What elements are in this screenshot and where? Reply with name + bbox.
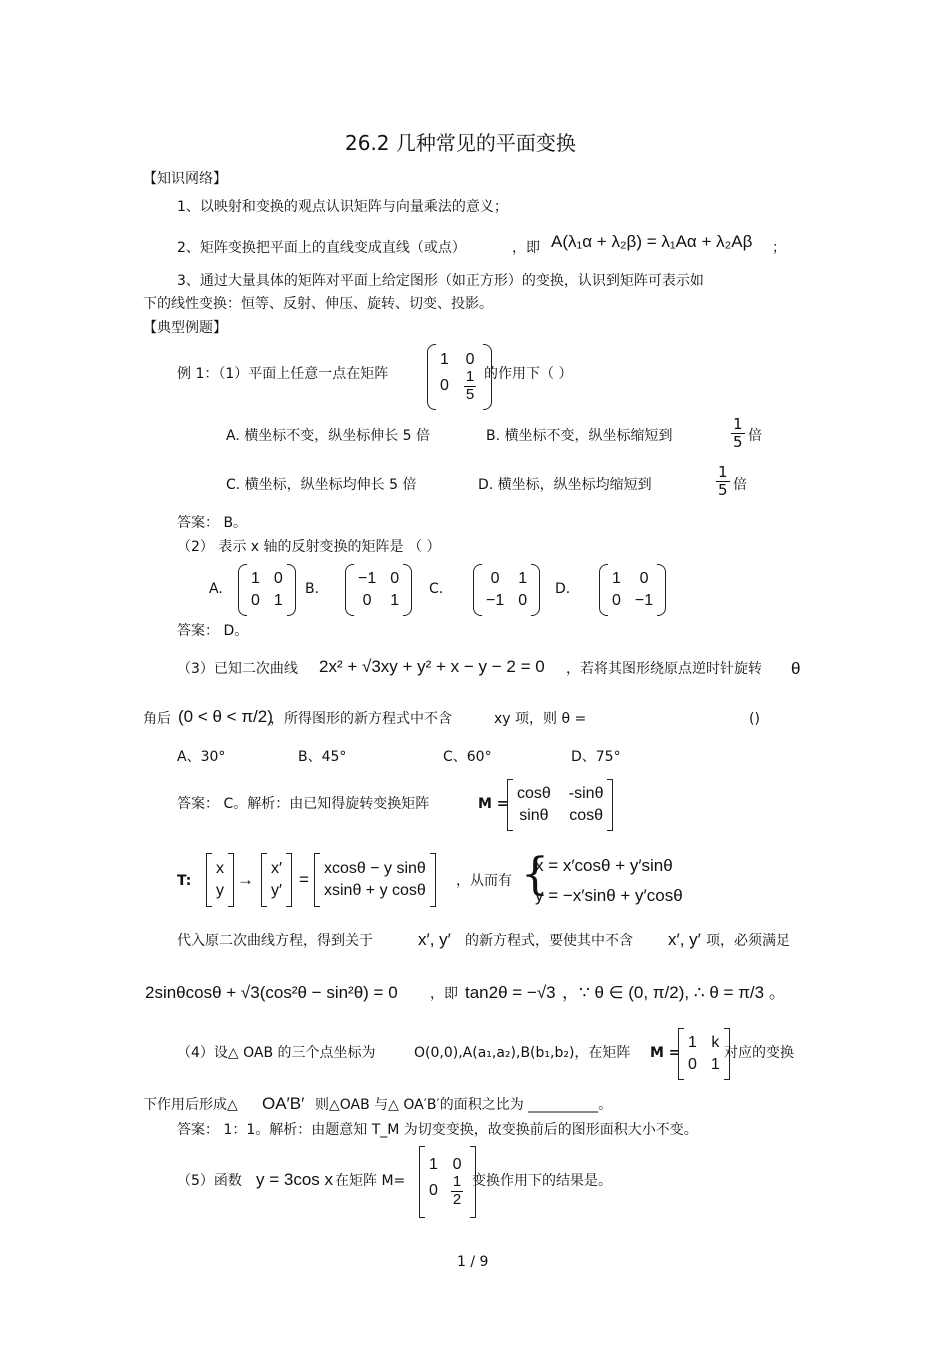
transform-input-vector: x y: [206, 853, 234, 907]
substitution-text: 代入原二次曲线方程，得到关于: [177, 933, 373, 949]
transform-output-vector: x′ y′: [261, 853, 292, 907]
ex2-stem: （2） 表示 x 轴的反射变换的矩阵是 （ ）: [177, 539, 441, 555]
ex5-mid: 在矩阵 M=: [335, 1173, 406, 1189]
page-number: 1 / 9: [457, 1254, 489, 1270]
knowledge-item-2-end: ；: [772, 240, 786, 256]
ex3-blank: (): [749, 711, 760, 727]
ex3-stem-tail: ，若将其图形绕原点逆时针旋转: [566, 661, 762, 677]
answer-1: 答案： B。: [177, 515, 248, 531]
ex1-m22-den: 5: [465, 385, 475, 403]
knowledge-item-3a: 3、通过大量具体的矩阵对平面上给定图形（如正方形）的变换，认识到矩阵可表示如: [177, 273, 704, 289]
page-title: 26.2 几种常见的平面变换: [345, 131, 576, 155]
shear-matrix: 1 k 0 1: [678, 1028, 730, 1080]
ex3-stem: （3）已知二次曲线: [177, 661, 298, 677]
knowledge-item-2: 2、矩阵变换把平面上的直线变成直线（或点）: [177, 240, 466, 256]
ex1-option-b: B. 横坐标不变，纵坐标缩短到: [486, 428, 673, 444]
ex5-function: y = 3cos x: [256, 1170, 334, 1189]
answer-3: 答案： C。解析：由已知得旋转变换矩阵: [177, 796, 430, 812]
rotation-matrix: cosθ -sinθ sinθ cosθ: [507, 779, 613, 831]
condition-ji: ，即: [430, 986, 458, 1002]
answer-2: 答案： D。: [177, 623, 249, 639]
ex2-label-a: A.: [209, 581, 223, 597]
ex1-stem: 例 1：（1）平面上任意一点在矩阵: [177, 366, 389, 382]
ex2-label-c: C.: [429, 581, 444, 597]
ex2-matrix-b: −1 0 0 1: [345, 564, 412, 616]
ex3-option-b: B、45°: [298, 749, 347, 765]
ex1-m11: 1: [440, 351, 449, 368]
ex1-option-b-frac: $\frac{1}{5}$: [733, 415, 743, 451]
transform-from: ，从而有: [456, 873, 512, 889]
tan-equation: tan2θ = −√3: [465, 983, 556, 1002]
ex2-label-b: B.: [305, 581, 320, 597]
ex3-option-d: D、75°: [571, 749, 621, 765]
ex1-option-c: C. 横坐标，纵坐标均伸长 5 倍: [226, 477, 417, 493]
ex4-points: O(0,0),A(a₁,a₂),B(b₁,b₂)，在矩阵: [414, 1045, 631, 1061]
ex2-matrix-d: 1 0 0 −1: [599, 564, 666, 616]
substitution-text-b: 的新方程式，要使其中不含: [465, 933, 633, 949]
substitution-vars-1: x′, y′: [418, 930, 451, 949]
ex1-option-d: D. 横坐标，纵坐标均缩短到: [478, 477, 652, 493]
transform-label: T:: [177, 873, 192, 889]
ex1-option-d-bei: 倍: [733, 477, 747, 493]
ex4-stem-tail: 对应的变换: [724, 1045, 794, 1061]
ex3-xy: xy 项，则 θ =: [494, 711, 587, 727]
knowledge-item-2-ji: ，即: [512, 240, 540, 256]
ex1-option-b-bei: 倍: [748, 428, 762, 444]
system-eq-1: x = x′cosθ + y′sinθ: [535, 856, 673, 875]
system-brace: {: [521, 849, 549, 900]
answer-4: 答案： 1：1。解析：由题意知 T_M 为切变变换，故变换前后的图形面积大小不变。: [177, 1122, 698, 1138]
ex1-option-a: A. 横坐标不变，纵坐标伸长 5 倍: [226, 428, 431, 444]
ex3-line2: 角后: [143, 711, 171, 727]
ex2-matrix-a: 1 0 0 1: [238, 564, 296, 616]
ex4-stem: （4）设△ OAB 的三个点坐标为: [177, 1045, 376, 1061]
ex4-image-triangle: OA′B′: [262, 1094, 305, 1113]
ex3-option-a: A、30°: [177, 749, 226, 765]
ex1-m12: 0: [465, 351, 475, 368]
condition-equation: 2sinθcosθ + √3(cos²θ − sin²θ) = 0: [145, 983, 398, 1002]
section-knowledge: 【知识网络】: [143, 171, 227, 187]
ex3-curve-equation: 2x² + √3xy + y² + x − y − 2 = 0: [319, 657, 545, 676]
system-eq-2: y = −x′sinθ + y′cosθ: [535, 886, 683, 905]
substitution-vars-2: x′, y′: [668, 930, 701, 949]
ex2-matrix-c: 0 1 −1 0: [473, 564, 540, 616]
ex3-condition: (0 < θ < π/2): [178, 707, 273, 726]
theta-solution: ，∵ θ ∈ (0, π/2), ∴ θ = π/3 。: [562, 983, 786, 1002]
ex4-line2-tail: 则△OAB 与△ OA′B′的面积之比为 __________。: [315, 1097, 613, 1113]
ex3-theta: θ: [791, 659, 801, 678]
ex1-m22-num: 1: [465, 368, 475, 385]
ex1-m21: 0: [440, 377, 449, 394]
ex3-option-c: C、60°: [443, 749, 492, 765]
ex1-matrix: [427, 344, 492, 410]
ex1-option-d-frac: $\frac{1}{5}$: [718, 463, 728, 499]
rotation-matrix-label: M =: [478, 796, 509, 812]
ex2-label-d: D.: [555, 581, 571, 597]
substitution-text-c: 项，必须满足: [706, 933, 790, 949]
transform-arrow: →: [237, 870, 254, 889]
knowledge-item-1: 1、以映射和变换的观点认识矩阵与向量乘法的意义；: [177, 199, 508, 215]
ex5-stem-tail: 变换作用下的结果是。: [472, 1173, 612, 1189]
ex3-line2-mid: ，所得图形的新方程式中不含: [270, 711, 452, 727]
ex4-matrix-label: M =: [650, 1045, 681, 1061]
linearity-formula: A(λ₁α + λ₂β) = λ₁Aα + λ₂Aβ: [551, 232, 753, 251]
knowledge-item-3b: 下的线性变换：恒等、反射、伸压、旋转、切变、投影。: [143, 296, 493, 312]
transform-result-vector: xcosθ − y sinθ xsinθ + y cosθ: [314, 853, 436, 907]
transform-equals: =: [299, 870, 309, 889]
section-examples: 【典型例题】: [143, 320, 227, 336]
ex1-stem-tail: 的作用下（ ）: [484, 366, 573, 382]
ex5-stem: （5）函数: [177, 1173, 242, 1189]
ex5-matrix: 1 0 0 $\frac{1}{2}$: [419, 1146, 476, 1218]
ex4-line2: 下作用后形成△: [143, 1097, 238, 1113]
